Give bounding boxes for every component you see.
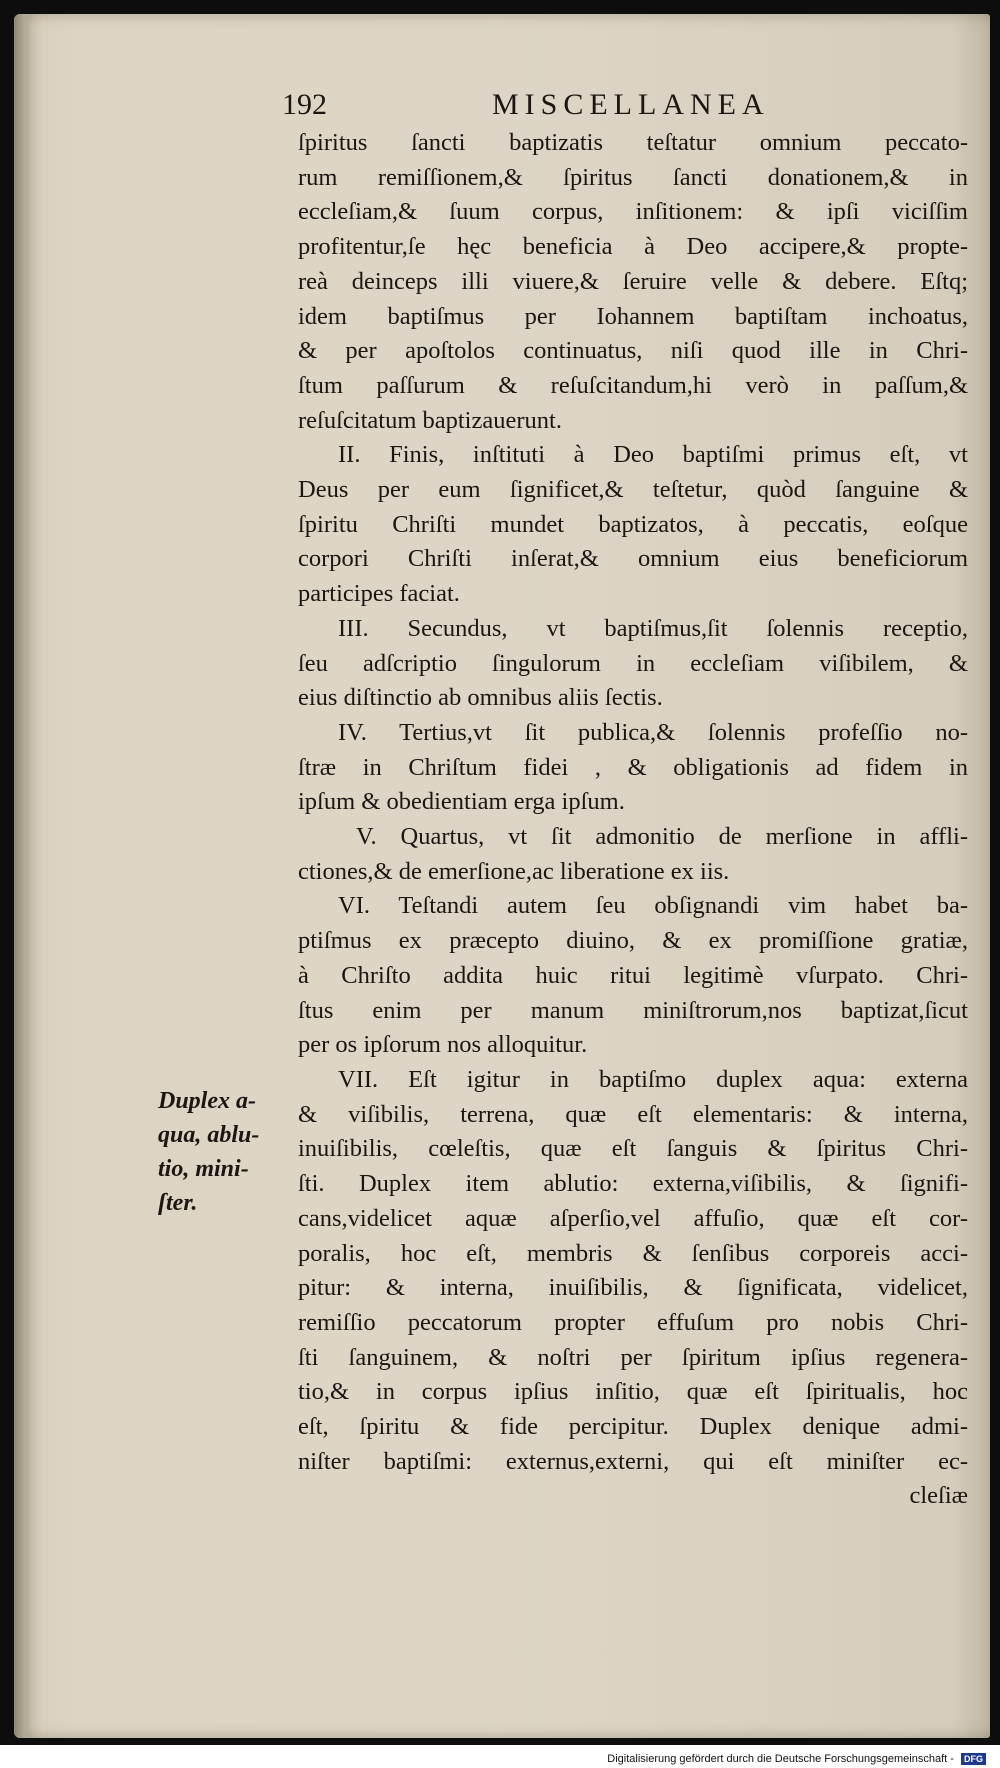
text-line: remiſſio peccatorum propter effuſum pro nobis Chri- (298, 1308, 968, 1336)
margin-note-line: qua, ablu- (158, 1122, 260, 1148)
text-line: III. Secundus, vt baptiſmus,ſit ſolennis receptio, (338, 614, 968, 642)
text-line: pitur: & interna, inuiſibilis, & ſignificata, videlicet, (298, 1274, 968, 1302)
text-line: profitentur,ſe hęc beneficia à Deo accipere,& propte- (298, 233, 968, 261)
text-line: inuiſibilis, cœleſtis, quæ eſt ſanguis & ſpiritus Chri- (298, 1135, 968, 1163)
text-line: cans,videlicet aquæ aſperſio,vel affuſio, quæ eſt cor- (298, 1204, 968, 1232)
page-gutter-shadow (14, 14, 32, 1738)
text-line: ſpiritus ſancti baptizatis teſtatur omnium peccato- (298, 129, 968, 156)
text-line: ſti. Duplex item ablutio: externa,viſibilis, & ſignifi- (298, 1170, 968, 1198)
catchword: cleſiæ (909, 1482, 968, 1510)
text-line: poralis, hoc eſt, membris & ſenſibus corporeis acci- (298, 1239, 968, 1267)
page-number: 192 (282, 88, 327, 121)
footer-text: Digitalisierung gefördert durch die Deutsche Forschungsgemeinschaft - (607, 1752, 954, 1765)
text-line: eſt, ſpiritu & fide percipitur. Duplex denique admi- (298, 1413, 968, 1441)
running-head (282, 84, 822, 124)
text-line: eccleſiam,& ſuum corpus, inſitionem: & ipſi viciſſim (298, 198, 968, 226)
text-line: ctiones,& de emerſione,ac liberatione ex iis. (298, 857, 730, 885)
text-line: per os ipſorum nos alloquitur. (298, 1031, 588, 1059)
margin-note-line: ſter. (158, 1190, 198, 1216)
running-title: MISCELLANEA (492, 88, 770, 121)
body-text (298, 126, 968, 1514)
text-line: Deus per eum ſignificet,& teſtetur, quòd ſanguine & (298, 476, 968, 504)
text-line: & viſibilis, terrena, quæ eſt elementaris: & interna, (298, 1100, 968, 1128)
text-line: II. Finis, inſtituti à Deo baptiſmi primus eſt, vt (338, 441, 968, 469)
text-line: corpori Chriſti inſerat,& omnium eius beneficiorum (298, 545, 968, 573)
dfg-logo: DFG (961, 1753, 986, 1765)
text-line: ipſum & obedientiam erga ipſum. (298, 788, 625, 816)
text-line: ſtum paſſurum & reſuſcitandum,hi verò in paſſum,& (298, 371, 968, 399)
margin-note-line: Duplex a- (158, 1088, 256, 1114)
text-line: eius diſtinctio ab omnibus aliis ſectis. (298, 684, 663, 712)
text-line: ſti ſanguinem, & noſtri per ſpiritum ipſius regenera- (298, 1343, 968, 1371)
text-line: IV. Tertius,vt ſit publica,& ſolennis profeſſio no- (338, 718, 968, 746)
text-line: ſtus enim per manum miniſtrorum,nos baptizat,ſicut (298, 996, 968, 1024)
margin-note (158, 1084, 288, 1220)
text-line: ptiſmus ex præcepto diuino, & ex promiſſione gratiæ, (298, 927, 968, 955)
text-line: VI. Teſtandi autem ſeu obſignandi vim habet ba- (338, 892, 968, 920)
digitization-footer (607, 1753, 986, 1765)
text-line: à Chriſto addita huic ritui legitimè vſurpato. Chri- (298, 961, 968, 989)
text-line: VII. Eſt igitur in baptiſmo duplex aqua: externa (338, 1065, 968, 1093)
margin-note-line: tio, mini- (158, 1156, 249, 1182)
text-line: participes faciat. (298, 580, 460, 608)
text-line: ſtræ in Chriſtum fidei , & obligationis ad fidem in (298, 753, 968, 781)
text-line: tio,& in corpus ipſius inſitio, quæ eſt ſpiritualis, hoc (298, 1378, 968, 1406)
text-line: ſeu adſcriptio ſingulorum in eccleſiam viſibilem, & (298, 649, 968, 677)
text-line: niſter baptiſmi: externus,externi, qui eſt miniſter ec- (298, 1447, 968, 1475)
text-line: rum remiſſionem,& ſpiritus ſancti donationem,& in (298, 163, 968, 191)
text-line: reà deinceps illi viuere,& ſeruire velle & debere. Eſtq; (298, 267, 968, 295)
text-line: idem baptiſmus per Iohannem baptiſtam inchoatus, (298, 302, 968, 330)
text-line: & per apoſtolos continuatus, niſi quod ille in Chri- (298, 337, 968, 365)
text-line: reſuſcitatum baptizauerunt. (298, 406, 562, 434)
text-line: V. Quartus, vt ſit admonitio de merſione in affli- (356, 823, 968, 851)
text-line: ſpiritu Chriſti mundet baptizatos, à peccatis, eoſque (298, 510, 968, 538)
